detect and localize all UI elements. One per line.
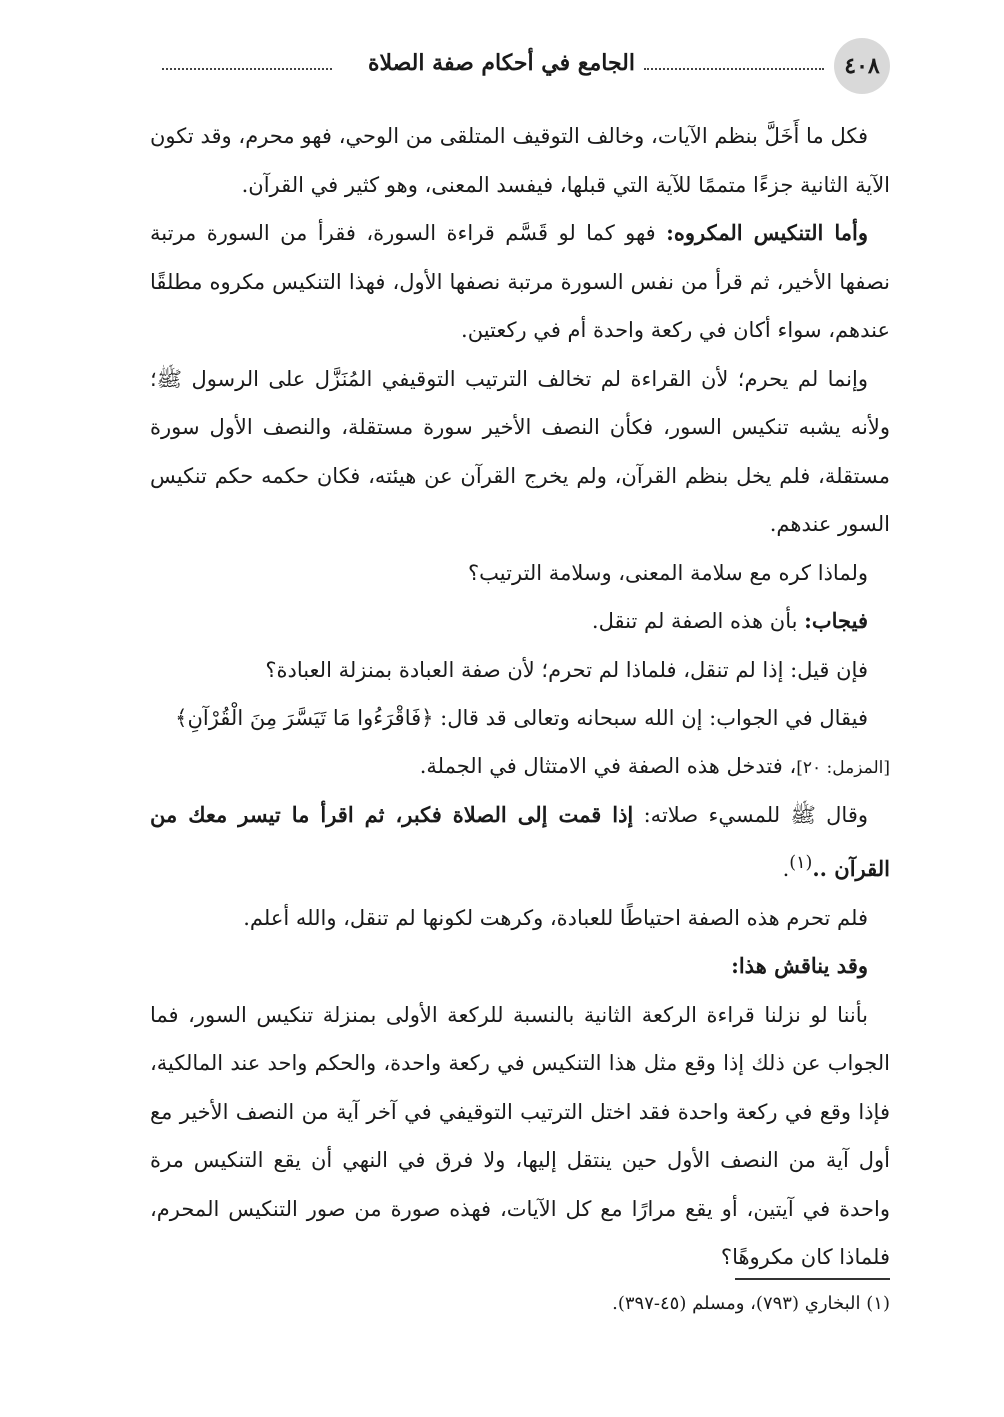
- answer-text: بأن هذه الصفة لم تنقل.: [591, 609, 805, 633]
- paragraph-2-text: فهو كما لو قَسَّم قراءة السورة، فقرأ من السورة مرتبة نصفها الأخير، ثم قرأ من نفس السورة مرتبة نصفها الأول، فهذا التنكيس مكروه مطلقًا عندهم، سواء أكان في ركعة واحدة أم في ركعتين.: [150, 221, 890, 342]
- header-dotted-rule-right: [644, 68, 824, 70]
- footnote-separator: [735, 1278, 890, 1280]
- paragraph-discussion: بأننا لو نزلنا قراءة الركعة الثانية بالنسبة للركعة الأولى بمنزلة تنكيس السور، فما الجواب عن ذلك إذا وقع مثل هذا التنكيس في ركعة واحدة، والحكم واحد عند المالكية، فإذا وقع في ركعة واحدة فقد اختل الترتيب التوقيفي في آخر آية من النصف الأخير مع أول آية من النصف الأول حين ينتقل إليها، ولا فرق في النهي أن يقع التنكيس مرة واحدة في آيتين، أو يقع مرارًا مع كل الآيات، فهذه صورة من صور التنكيس المحرم، فلماذا كان مكروهًا؟: [150, 1002, 890, 1269]
- paragraph-3: وإنما لم يحرم؛ لأن القراءة لم تخالف الترتيب التوقيفي المُنَزَّل على الرسول ﷺ؛ ولأنه يشبه تنكيس السور، فكأن النصف الأخير سورة مستقلة، والنصف الأول سورة مستقلة، فلم يخل بنظم القرآن، ولم يخرج القرآن عن هيئته، فكان حكمه حكم تنكيس السور عندهم.: [150, 366, 890, 536]
- footnote-number: (١): [866, 1293, 890, 1314]
- conclusion-line: فلم تحرم هذه الصفة احتياطًا للعبادة، وكرهت لكونها لم تنقل، والله أعلم.: [243, 905, 868, 930]
- quran-quote-line: فيقال في الجواب: إن الله سبحانه وتعالى قد قال: ﴿فَاقْرَءُوا مَا تَيَسَّرَ مِنَ الْقُرْآنِ﴾: [175, 706, 868, 730]
- header-dotted-rule-left: [162, 68, 332, 70]
- hadith-intro: وقال ﷺ للمسيء صلاته:: [633, 802, 868, 827]
- page-number: ٤٠٨: [844, 53, 880, 79]
- hadith-text: إذا قمت إلى الصلاة فكبر، ثم اقرأ ما تيسر معك من القرآن ..: [150, 801, 890, 881]
- answer-line: [150, 597, 890, 646]
- hadith-paragraph: [150, 791, 890, 894]
- footnote: [150, 1284, 890, 1324]
- footnote-marker: (١): [789, 853, 813, 873]
- running-title: الجامع في أحكام صفة الصلاة: [367, 50, 635, 76]
- surah-reference: [المزمل: ٢٠]: [796, 757, 890, 778]
- hadith-end: .: [782, 857, 790, 881]
- term-makruh-lead: وأما التنكيس المكروه:: [666, 220, 869, 245]
- reference-continuation: ، فتدخل هذه الصفة في الامتثال في الجملة.: [419, 753, 797, 778]
- paragraph-1: فكل ما أَخَلَّ بنظم الآيات، وخالف التوقيف المتلقى من الوحي، فهو محرم، وقد تكون الآية الثانية جزءًا متممًا للآية التي قبلها، فيفسد المعنى، وهو كثير في القرآن.: [150, 124, 890, 197]
- page-number-badge: [834, 38, 890, 94]
- objection-line: فإن قيل: إذا لم تنقل، فلماذا لم تحرم؛ لأن صفة العبادة بمنزلة العبادة؟: [265, 657, 868, 682]
- section-heading: وقد يناقش هذا:: [731, 953, 868, 978]
- page-body: [150, 112, 890, 1282]
- page-header: [150, 38, 890, 98]
- footnote-text: البخاري (٧٩٣)، ومسلم (٤٥-٣٩٧).: [612, 1293, 861, 1314]
- quran-reference-line: [150, 743, 890, 791]
- paragraph-2: [150, 209, 890, 355]
- question-line: ولماذا كره مع سلامة المعنى، وسلامة الترتيب؟: [468, 560, 868, 585]
- answer-lead: فيجاب:: [804, 608, 868, 633]
